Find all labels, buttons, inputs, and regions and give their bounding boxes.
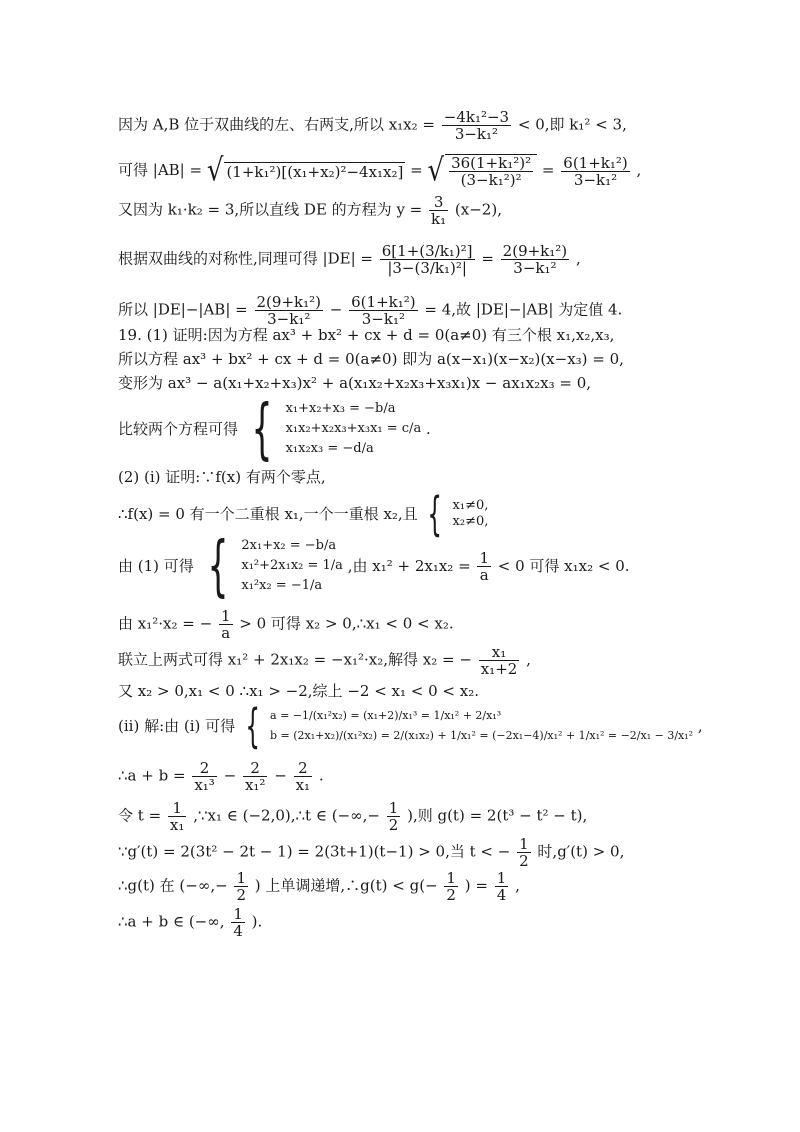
system-row: x₁≠0, <box>452 498 489 513</box>
line-text: − <box>223 766 237 785</box>
line-text: (x−2), <box>454 200 502 219</box>
fraction-denominator: 4 <box>496 886 507 904</box>
line-text: 由 x₁²·x₂ = − <box>118 614 213 633</box>
line-text: 联立上两式可得 x₁² + 2x₁x₂ = −x₁²·x₂,解得 x₂ = − <box>118 650 472 669</box>
fraction-numerator: 6(1+k₁²) <box>563 153 628 172</box>
line-text: < 0,即 k₁² < 3, <box>517 115 627 134</box>
text-line-2 <box>118 154 641 188</box>
fraction-numerator: 6[1+(3/k₁)²] <box>381 242 473 260</box>
text-line-20 <box>118 870 520 903</box>
line-text: − <box>274 766 287 785</box>
fraction <box>219 608 233 641</box>
text-line-8: 变形为 ax³ − a(x₁+x₂+x₃)x² + a(x₁x₂+x₂x₃+x₃x₁)x − ax₁x₂x₃ = 0, <box>118 374 592 392</box>
text-line-17 <box>118 760 324 793</box>
fraction-numerator: 1 <box>233 905 243 923</box>
line-text: . <box>425 420 431 438</box>
left-brace: { <box>245 699 260 753</box>
line-text: ∴g(t) 在 (−∞,− <box>118 876 228 895</box>
fraction <box>477 550 491 583</box>
fraction <box>517 836 531 869</box>
line-text: ∵g′(t) = 2(3t² − 2t − 1) = 2(3t+1)(t−1) > 0,当 t < − <box>118 842 511 861</box>
line-text: = <box>410 161 423 179</box>
fraction-denominator: 3−k₁² <box>255 310 323 327</box>
fraction-denominator: x₁² <box>244 776 266 794</box>
left-brace: { <box>251 390 273 467</box>
line-text: (ii) 解:由 (i) 可得 <box>118 717 236 735</box>
system-row: x₁²+2x₁x₂ = 1/a <box>241 558 343 573</box>
fraction <box>234 870 248 903</box>
line-text: , <box>575 249 581 268</box>
line-text: = <box>541 161 555 179</box>
line-text: < 0 可得 x₁x₂ < 0. <box>497 557 630 575</box>
fraction-denominator: 3−k₁² <box>501 259 569 276</box>
radicand: (1+k₁²)[(x₁+x₂)²−4x₁x₂] <box>226 162 404 181</box>
fraction <box>231 906 245 939</box>
equation-system <box>453 498 489 530</box>
system-row: x₁x₂x₃ = −d/a <box>285 441 374 456</box>
fraction-denominator: a <box>219 624 233 641</box>
text-line-3 <box>118 194 502 227</box>
fraction <box>255 294 323 327</box>
line-text: ) 上单调递增,∴g(t) < g(− <box>254 876 438 895</box>
fraction-denominator: 2 <box>446 886 456 904</box>
line-text: 又因为 k₁·k₂ = 3,所以直线 DE 的方程为 y = <box>118 200 423 219</box>
line-text: 可得 |AB| = <box>118 161 203 179</box>
text-line-19 <box>118 836 624 869</box>
system-row: x₁x₂+x₂x₃+x₃x₁ = c/a <box>285 421 422 436</box>
line-text: 因为 A,B 位于双曲线的左、右两支,所以 x₁x₂ = <box>118 115 435 134</box>
system-row: x₂≠0, <box>452 514 489 529</box>
fraction <box>495 870 509 903</box>
fraction-numerator: 1 <box>496 869 507 887</box>
fraction-denominator: a <box>477 566 491 583</box>
equation-system <box>270 706 693 746</box>
fraction-numerator: 36(1+k₁²)² <box>451 154 532 172</box>
line-text: 由 (1) 可得 <box>118 557 194 575</box>
line-text: 根据双曲线的对称性,同理可得 |DE| = <box>118 249 373 268</box>
fraction-denominator: x₁+2 <box>480 660 518 678</box>
fraction-numerator: 2 <box>298 759 308 777</box>
system-row: b = (2x₁+x₂)/(x₁²x₂) = 2/(x₁x₂) + 1/x₁² = (−2x₁−4)/x₁² + 1/x₁² = −2/x₁ − 3/x₁² <box>270 729 694 742</box>
fraction-numerator: −4k₁²−3 <box>443 108 510 126</box>
fraction-numerator: x₁ <box>491 643 507 661</box>
fraction-numerator: 1 <box>388 799 399 817</box>
system-row: x₁²x₂ = −1/a <box>241 578 323 593</box>
fraction-denominator: x₁³ <box>194 776 215 794</box>
fraction-numerator: 3 <box>433 193 444 211</box>
fraction <box>192 760 217 793</box>
line-text: , <box>636 161 642 179</box>
line-text: ∴a + b ∈ (−∞, <box>118 912 225 931</box>
fraction <box>429 194 448 227</box>
line-text: ),则 g(t) = 2(t³ − t² − t), <box>407 806 588 825</box>
line-text: , <box>515 876 520 895</box>
text-line-10: (2) (i) 证明:∵f(x) 有两个零点, <box>118 468 326 486</box>
fraction-numerator: 2 <box>250 759 260 777</box>
fraction-numerator: 1 <box>446 869 456 887</box>
fraction-denominator: 2 <box>388 816 399 834</box>
left-brace: { <box>427 487 443 541</box>
text-line-13 <box>118 608 454 641</box>
fraction <box>449 155 533 188</box>
fraction <box>349 294 417 327</box>
fraction <box>442 109 511 142</box>
fraction <box>243 760 268 793</box>
text-line-11 <box>118 487 489 541</box>
radical-sign: √ <box>427 153 445 189</box>
fraction-denominator: x₁ <box>295 776 311 794</box>
system-row: a = −1/(x₁²x₂) = (x₁+2)/x₁³ = 1/x₁² + 2/x₁³ <box>270 709 502 722</box>
line-text: = 4,故 |DE|−|AB| 为定值 4. <box>424 300 623 319</box>
line-text: ∴a + b = <box>118 766 186 785</box>
text-line-18 <box>118 800 587 833</box>
fraction <box>479 644 520 677</box>
line-text: 令 t = <box>118 806 162 825</box>
fraction-numerator: 2 <box>199 759 210 777</box>
fraction <box>501 243 569 276</box>
text-line-15: 又 x₂ > 0,x₁ < 0 ∴x₁ > −2,综上 −2 < x₁ < 0 < x₂. <box>118 682 479 700</box>
fraction <box>294 760 312 793</box>
equation-system <box>286 399 422 459</box>
text-line-14 <box>118 644 531 677</box>
fraction <box>168 800 186 833</box>
fraction <box>387 800 401 833</box>
fraction-numerator: 1 <box>519 835 529 853</box>
text-line-4 <box>118 243 581 276</box>
fraction-numerator: 1 <box>479 548 489 567</box>
fraction-numerator: 1 <box>236 869 246 887</box>
fraction-denominator: 2 <box>236 886 246 904</box>
fraction-numerator: 1 <box>220 607 231 625</box>
fraction-denominator: 3−k₁² <box>442 125 511 142</box>
line-text: , <box>697 717 703 735</box>
fraction-numerator: 1 <box>172 799 182 817</box>
line-text: ) = <box>464 876 488 895</box>
fraction-denominator: x₁ <box>169 816 185 834</box>
radicand <box>445 154 537 188</box>
fraction-denominator: |3−(3/k₁)²| <box>380 259 475 276</box>
fraction-denominator: 3−k₁² <box>561 171 629 188</box>
fraction-numerator: 2(9+k₁²) <box>256 293 321 311</box>
line-text: , <box>526 650 531 669</box>
line-text: 时,g′(t) > 0, <box>537 842 625 861</box>
fraction <box>380 243 475 276</box>
equation-system <box>241 536 343 596</box>
text-line-1 <box>118 109 627 142</box>
left-brace: { <box>207 527 229 604</box>
text-line-12 <box>118 527 630 604</box>
line-text: ). <box>251 912 263 931</box>
fraction-denominator: 2 <box>519 852 529 870</box>
fraction-denominator: 3−k₁² <box>349 310 417 327</box>
text-line-7: 所以方程 ax³ + bx² + cx + d = 0(a≠0) 即为 a(x−x₁)(x−x₂)(x−x₃) = 0, <box>118 350 624 368</box>
line-text: > 0 可得 x₂ > 0,∴x₁ < 0 < x₂. <box>239 614 454 633</box>
system-row: 2x₁+x₂ = −b/a <box>241 538 337 553</box>
fraction-denominator: (3−k₁²)² <box>449 171 533 188</box>
line-text: = <box>481 249 494 268</box>
line-text: − <box>329 300 343 319</box>
radical-sign: √ <box>206 153 224 189</box>
text-line-9 <box>118 390 431 467</box>
text-line-6: 19. (1) 证明:因为方程 ax³ + bx² + cx + d = 0(a≠0) 有三个根 x₁,x₂,x₃, <box>118 326 615 344</box>
line-text: ,由 x₁² + 2x₁x₂ = <box>347 557 471 575</box>
line-text: 所以 |DE|−|AB| = <box>118 300 248 319</box>
line-text: ,∵x₁ ∈ (−2,0),∴t ∈ (−∞,− <box>193 806 380 825</box>
system-row: x₁+x₂+x₃ = −b/a <box>285 401 396 416</box>
text-line-16 <box>118 699 703 753</box>
fraction <box>561 155 629 188</box>
fraction-numerator: 6(1+k₁²) <box>351 293 416 311</box>
text-line-21 <box>118 906 262 939</box>
fraction-denominator: 4 <box>233 922 243 940</box>
fraction <box>444 870 458 903</box>
text-line-5 <box>118 294 622 327</box>
fraction-denominator: k₁ <box>431 210 447 228</box>
fraction-numerator: 2(9+k₁²) <box>502 242 568 260</box>
line-text: ∴f(x) = 0 有一个二重根 x₁,一个一重根 x₂,且 <box>118 505 418 523</box>
line-text: 比较两个方程可得 <box>118 420 239 438</box>
line-text: . <box>318 766 324 785</box>
